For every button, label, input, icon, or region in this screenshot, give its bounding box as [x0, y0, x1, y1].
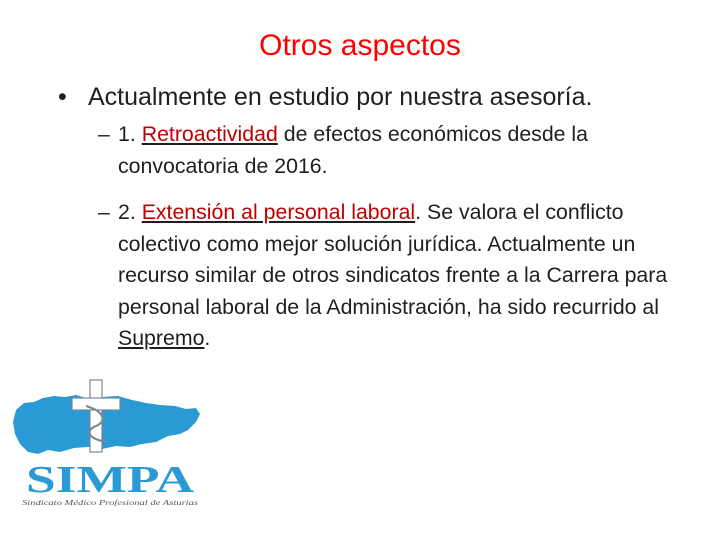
- logo-wordmark: SIMPA: [26, 459, 195, 501]
- item-2-highlight: Extensión al personal laboral: [141, 200, 416, 224]
- item-1-highlight: Retroactividad: [141, 122, 278, 146]
- item-1-prefix: 1.: [118, 122, 142, 146]
- main-bullet-text: Actualmente en estudio por nuestra asesoría.: [88, 83, 593, 111]
- sub-bullet-2-text: [118, 197, 704, 355]
- cross-horizontal-bar: [72, 398, 120, 410]
- item-2-prefix: 2.: [118, 200, 142, 224]
- item-2-middle: . Se valora el conflicto colectivo como mejor solución jurídica. Actualmente un recurso similar de otros sindicatos frente a la Carrera para personal laboral de la Administración, ha sido recurrido al: [118, 200, 668, 319]
- item-2-end: .: [204, 326, 211, 350]
- sub-bullet-dash: –: [98, 122, 110, 146]
- item-1-rest: de efectos económicos desde la convocatoria de 2016.: [118, 122, 589, 178]
- sub-bullet-dash: –: [98, 200, 110, 224]
- logo-subtitle: Sindicato Médico Profesional de Asturias: [22, 499, 199, 507]
- main-bullet: [58, 80, 708, 114]
- item-2-underlined: Supremo: [118, 326, 205, 350]
- sub-bullet-1-text: [118, 119, 704, 182]
- bullet-mark: •: [58, 83, 67, 111]
- sub-bullet-2: [98, 197, 704, 355]
- sub-bullet-1: [98, 119, 704, 182]
- slide-title: Otros aspectos: [259, 29, 461, 62]
- simpa-logo: [10, 376, 210, 510]
